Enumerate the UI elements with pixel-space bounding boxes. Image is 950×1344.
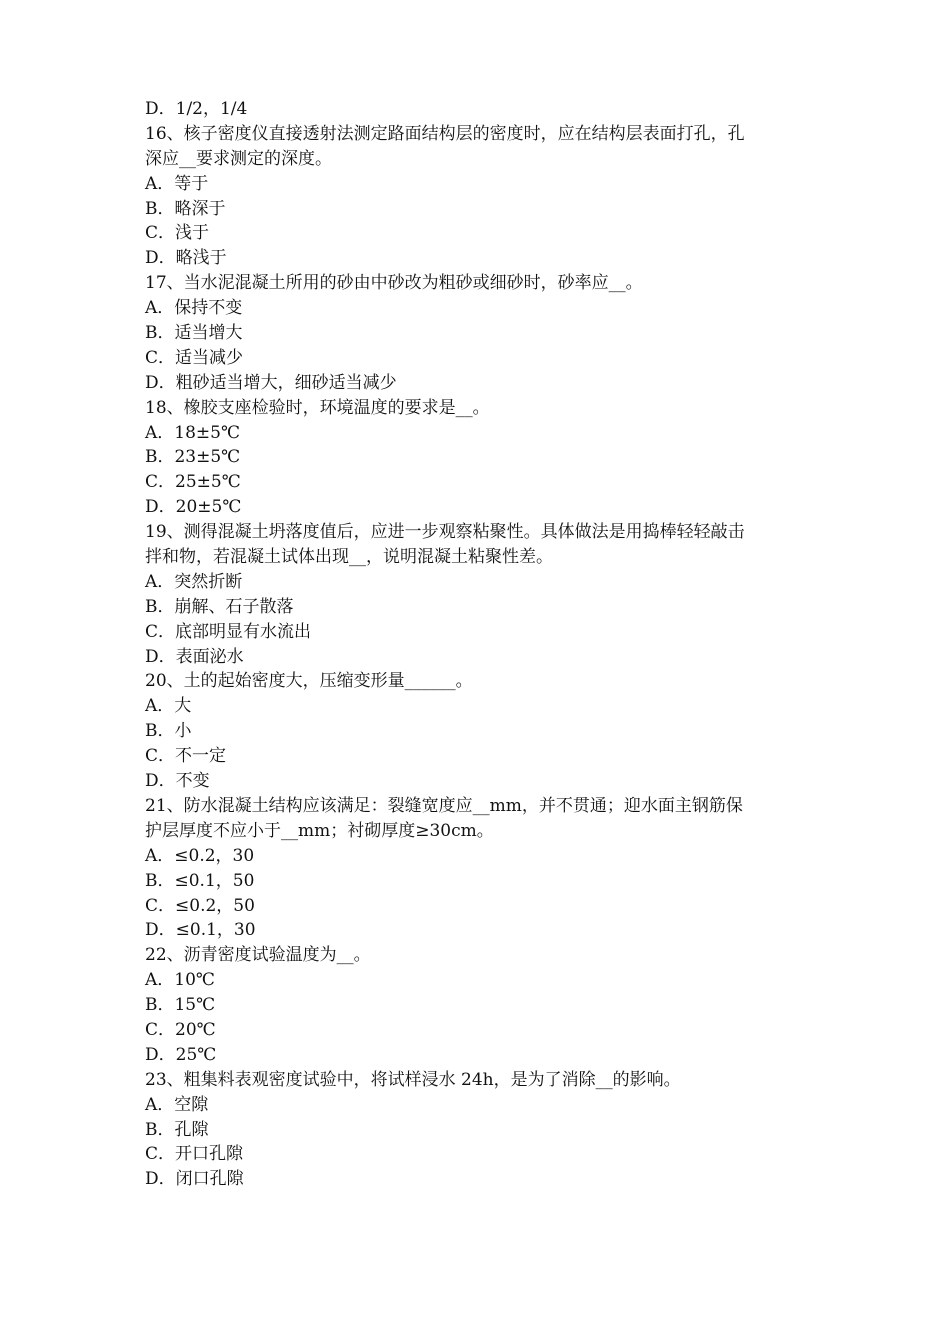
- answer-option: C．浅于: [145, 223, 210, 244]
- answer-option: A．18±5℃: [145, 422, 240, 443]
- question-18-text: 18、橡胶支座检验时，环境温度的要求是__。: [145, 397, 490, 418]
- document-page: [145, 97, 815, 1192]
- answer-option: D．不变: [145, 771, 210, 792]
- answer-option: B．小: [145, 721, 192, 742]
- question-19-text: 19、测得混凝土坍落度值后，应进一步观察粘聚性。具体做法是用捣棒轻轻敲击: [145, 522, 745, 543]
- answer-option: D．25℃: [145, 1044, 217, 1065]
- answer-option: A．10℃: [145, 970, 215, 991]
- answer-option: B．略深于: [145, 198, 226, 219]
- answer-option: C．开口孔隙: [145, 1144, 244, 1165]
- question-16-text-cont: 深应__要求测定的深度。: [145, 148, 332, 169]
- question-21-text-cont: 护层厚度不应小于__mm；衬砌厚度≥30cm。: [145, 820, 494, 841]
- answer-option: A．保持不变: [145, 298, 243, 319]
- answer-option: C．≤0.2，50: [145, 895, 255, 916]
- question-20-text: 20、土的起始密度大，压缩变形量______。: [145, 671, 473, 692]
- answer-option: C．适当减少: [145, 347, 244, 368]
- question-19-text-cont: 拌和物，若混凝土试体出现__，说明混凝土粘聚性差。: [145, 547, 553, 568]
- answer-option: D．表面泌水: [145, 646, 244, 667]
- answer-option: D．粗砂适当增大，细砂适当减少: [145, 372, 397, 393]
- answer-option: B．适当增大: [145, 323, 243, 344]
- answer-option: C．不一定: [145, 746, 227, 767]
- question-16-text: 16、核子密度仪直接透射法测定路面结构层的密度时，应在结构层表面打孔，孔: [145, 123, 745, 144]
- answer-option: B．崩解、石子散落: [145, 596, 294, 617]
- answer-option: D．略浅于: [145, 248, 227, 269]
- answer-option: D．1/2，1/4: [145, 99, 248, 119]
- answer-option: B．孔隙: [145, 1119, 209, 1140]
- answer-option: A．≤0.2，30: [145, 845, 255, 866]
- question-23-text: 23、粗集料表观密度试验中，将试样浸水 24h，是为了消除__的影响。: [145, 1069, 681, 1090]
- answer-option: D．20±5℃: [145, 497, 242, 518]
- question-22-text: 22、沥青密度试验温度为__。: [145, 945, 371, 966]
- answer-option: A．等于: [145, 173, 209, 194]
- question-17-text: 17、当水泥混凝土所用的砂由中砂改为粗砂或细砂时，砂率应__。: [145, 273, 643, 294]
- answer-option: A．大: [145, 696, 192, 717]
- answer-option: C．25±5℃: [145, 472, 241, 493]
- answer-option: C．底部明显有水流出: [145, 621, 312, 642]
- answer-option: D．闭口孔隙: [145, 1169, 244, 1190]
- answer-option: B．15℃: [145, 995, 216, 1016]
- question-21-text: 21、防水混凝土结构应该满足：裂缝宽度应__mm，并不贯通；迎水面主钢筋保: [145, 795, 743, 816]
- answer-option: A．空隙: [145, 1094, 209, 1115]
- answer-option: D．≤0.1，30: [145, 920, 256, 941]
- answer-option: A．突然折断: [145, 571, 243, 592]
- answer-option: B．≤0.1，50: [145, 870, 255, 891]
- answer-option: C．20℃: [145, 1019, 216, 1040]
- answer-option: B．23±5℃: [145, 447, 241, 468]
